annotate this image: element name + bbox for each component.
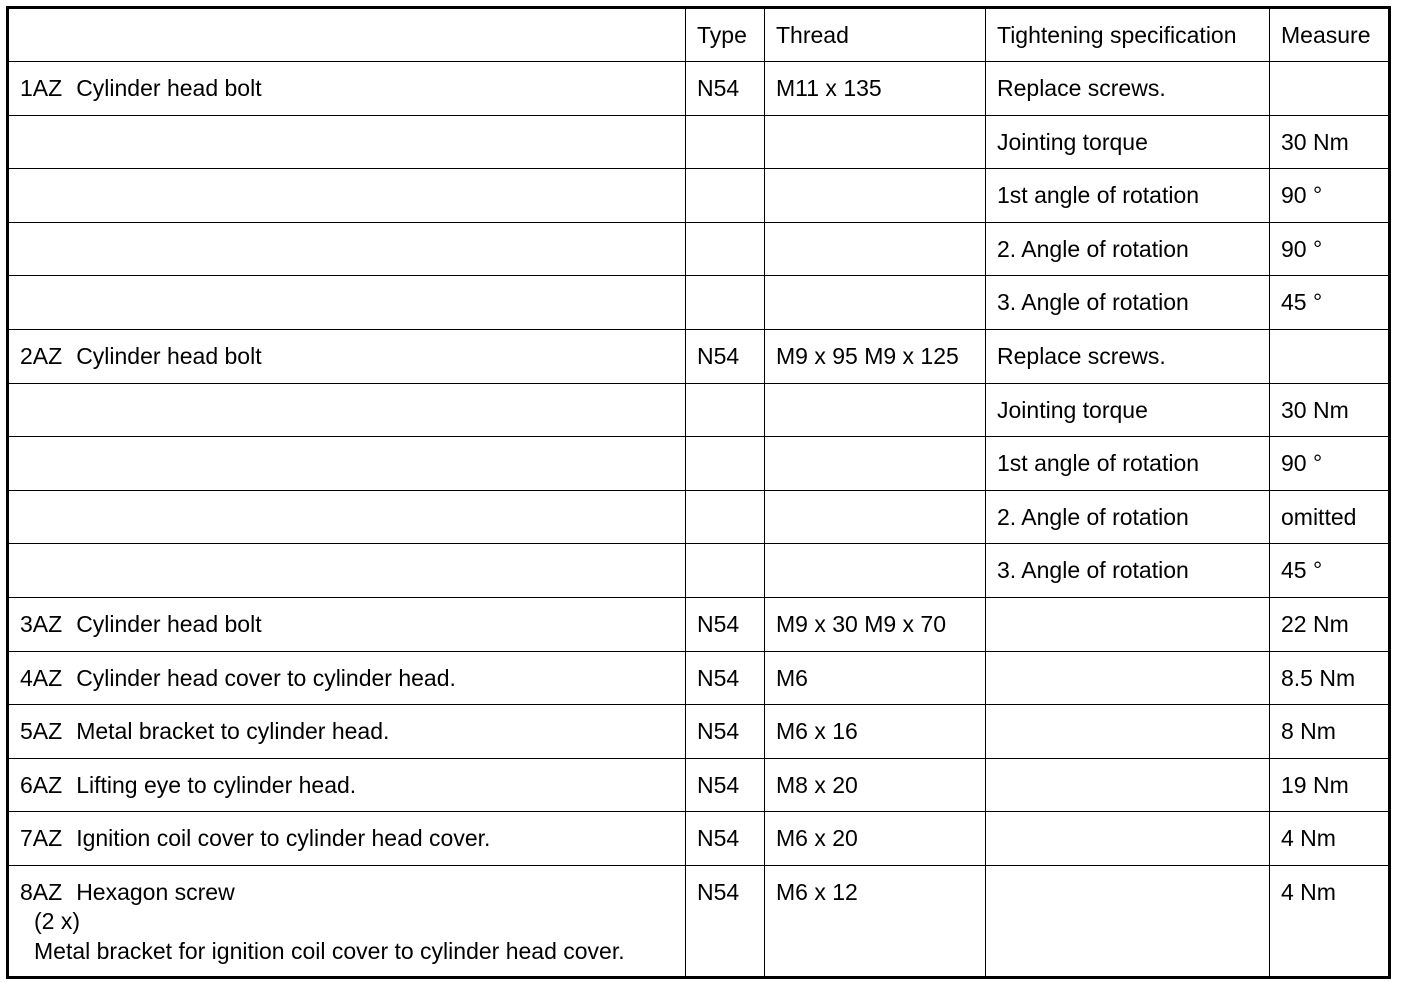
cell-spec (986, 597, 1270, 651)
cell-thread (765, 169, 986, 223)
header-measure: Measure (1270, 8, 1390, 62)
row-number: 5AZ (20, 718, 63, 745)
cell-measure: 4 Nm (1270, 865, 1390, 977)
cell-description (8, 62, 686, 116)
cell-spec: 1st angle of rotation (986, 169, 1270, 223)
cell-thread: M6 x 12 (765, 865, 986, 977)
cell-description (8, 276, 686, 330)
row-number (20, 129, 34, 155)
cell-measure: 90 ° (1270, 222, 1390, 276)
cell-spec (986, 705, 1270, 759)
cell-thread (765, 276, 986, 330)
cell-spec (986, 812, 1270, 866)
cell-description (8, 490, 686, 544)
header-description (8, 8, 686, 62)
header-thread: Thread (765, 8, 986, 62)
cell-type: N54 (686, 651, 765, 705)
cell-thread (765, 437, 986, 491)
cell-spec (986, 865, 1270, 977)
cell-type (686, 169, 765, 223)
cell-description (8, 651, 686, 705)
row-number: 1AZ (20, 75, 63, 101)
cell-measure: omitted (1270, 490, 1390, 544)
cell-type (686, 222, 765, 276)
cell-type (686, 276, 765, 330)
table-row (8, 758, 1390, 812)
cell-description (8, 222, 686, 276)
row-number: 7AZ (20, 825, 63, 852)
row-description: Metal bracket to cylinder head. (76, 718, 390, 745)
table-row (8, 329, 1390, 383)
table-row (8, 812, 1390, 866)
cell-type: N54 (686, 758, 765, 812)
cell-thread: M9 x 95 M9 x 125 (765, 329, 986, 383)
table-row (8, 115, 1390, 169)
cell-thread: M11 x 135 (765, 62, 986, 116)
cell-thread: M6 x 20 (765, 812, 986, 866)
table-row (8, 544, 1390, 598)
header-row (8, 8, 1390, 62)
cell-thread: M8 x 20 (765, 758, 986, 812)
table-row (8, 597, 1390, 651)
cell-type: N54 (686, 705, 765, 759)
cell-measure: 22 Nm (1270, 597, 1390, 651)
cell-measure: 4 Nm (1270, 812, 1390, 866)
row-number (20, 182, 34, 208)
tightening-spec-table (6, 6, 1391, 979)
row-number (20, 504, 34, 530)
row-quantity: (2 x) (34, 907, 80, 934)
cell-type (686, 383, 765, 437)
cell-measure: 8 Nm (1270, 705, 1390, 759)
cell-measure: 90 ° (1270, 437, 1390, 491)
table-body (8, 62, 1390, 978)
cell-spec: 1st angle of rotation (986, 437, 1270, 491)
header-spec: Tightening specification (986, 8, 1270, 62)
cell-description (8, 758, 686, 812)
cell-thread (765, 383, 986, 437)
cell-measure: 30 Nm (1270, 115, 1390, 169)
row-number: 8AZ (20, 878, 63, 905)
cell-type (686, 544, 765, 598)
cell-type (686, 437, 765, 491)
cell-type (686, 115, 765, 169)
table-row (8, 651, 1390, 705)
cell-type: N54 (686, 597, 765, 651)
cell-spec (986, 758, 1270, 812)
cell-spec: 3. Angle of rotation (986, 276, 1270, 330)
cell-spec (986, 651, 1270, 705)
cell-measure: 45 ° (1270, 544, 1390, 598)
cell-measure: 90 ° (1270, 169, 1390, 223)
cell-measure: 19 Nm (1270, 758, 1390, 812)
cell-spec: Jointing torque (986, 115, 1270, 169)
cell-thread: M6 x 16 (765, 705, 986, 759)
table-row (8, 62, 1390, 116)
row-number: 6AZ (20, 771, 63, 798)
cell-measure: 30 Nm (1270, 383, 1390, 437)
table-row (8, 705, 1390, 759)
cell-thread: M6 (765, 651, 986, 705)
cell-measure: 8.5 Nm (1270, 651, 1390, 705)
row-description: Cylinder head bolt (76, 610, 262, 637)
cell-type: N54 (686, 865, 765, 977)
cell-description (8, 705, 686, 759)
cell-spec: 2. Angle of rotation (986, 222, 1270, 276)
table-row (8, 276, 1390, 330)
cell-spec: Replace screws. (986, 62, 1270, 116)
cell-spec: Jointing torque (986, 383, 1270, 437)
row-description: Hexagon screw (76, 878, 235, 905)
row-number (20, 397, 34, 423)
cell-description (8, 383, 686, 437)
table-row (8, 169, 1390, 223)
table-row (8, 222, 1390, 276)
cell-thread: M9 x 30 M9 x 70 (765, 597, 986, 651)
row-description: Cylinder head bolt (76, 342, 262, 369)
header-type: Type (686, 8, 765, 62)
row-number (20, 236, 34, 262)
table-row (8, 383, 1390, 437)
table-row (8, 865, 1390, 977)
cell-thread (765, 544, 986, 598)
cell-description (8, 329, 686, 383)
cell-spec: Replace screws. (986, 329, 1270, 383)
cell-measure (1270, 62, 1390, 116)
cell-spec: 3. Angle of rotation (986, 544, 1270, 598)
cell-measure: 45 ° (1270, 276, 1390, 330)
row-description: Lifting eye to cylinder head. (76, 771, 357, 798)
cell-description (8, 169, 686, 223)
row-number (20, 450, 34, 476)
row-number: 3AZ (20, 610, 63, 637)
cell-thread (765, 490, 986, 544)
cell-type (686, 490, 765, 544)
cell-thread (765, 115, 986, 169)
cell-type: N54 (686, 329, 765, 383)
cell-measure (1270, 329, 1390, 383)
cell-description (8, 597, 686, 651)
row-description: Cylinder head cover to cylinder head. (76, 664, 456, 691)
cell-description (8, 115, 686, 169)
table-row (8, 490, 1390, 544)
row-description: Cylinder head bolt (76, 75, 262, 101)
row-description: Ignition coil cover to cylinder head cover. (76, 825, 491, 852)
cell-type: N54 (686, 62, 765, 116)
cell-description (8, 544, 686, 598)
row-number: 4AZ (20, 664, 63, 691)
cell-thread (765, 222, 986, 276)
row-number (20, 289, 34, 315)
cell-spec: 2. Angle of rotation (986, 490, 1270, 544)
row-number (20, 557, 34, 583)
cell-type: N54 (686, 812, 765, 866)
table-row (8, 437, 1390, 491)
cell-description (8, 812, 686, 866)
cell-description (8, 865, 686, 977)
row-number: 2AZ (20, 342, 63, 369)
row-note: Metal bracket for ignition coil cover to cylinder head cover. (34, 937, 625, 964)
cell-description (8, 437, 686, 491)
